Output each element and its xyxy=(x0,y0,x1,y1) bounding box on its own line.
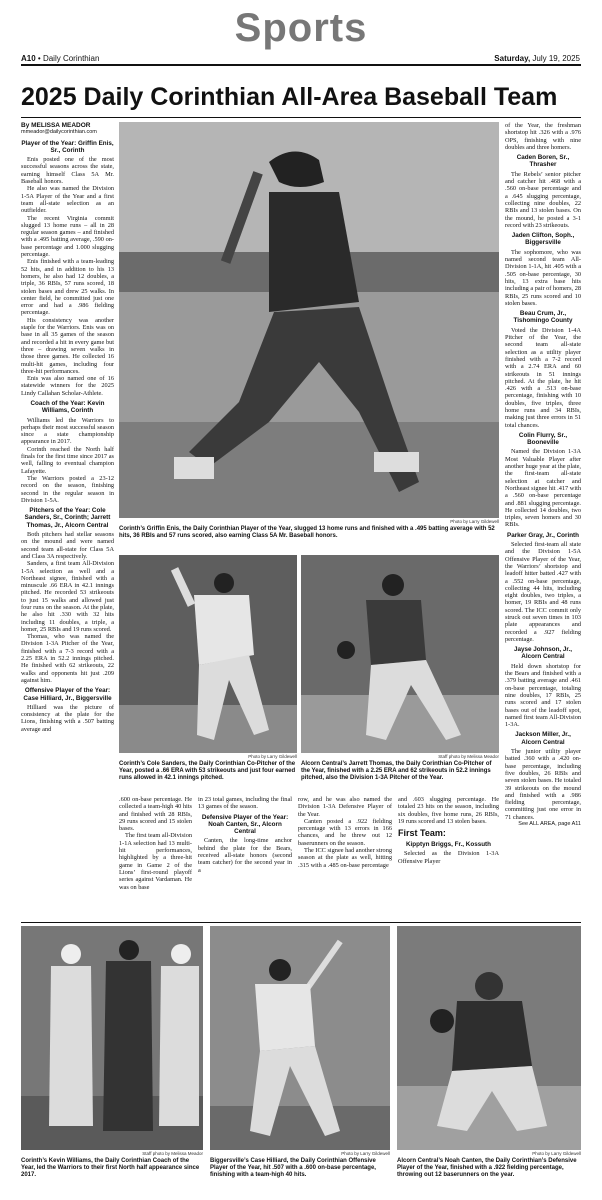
paragraph: .600 on-base percentage. He collected a team-high 40 hits and finished with 28 RBIs, 29 runs scored and 15 stolen bases. xyxy=(119,796,192,833)
paragraph: He also was named the Division 1-5A Player of the Year and a first team all-state selection as an outfielder. xyxy=(21,185,114,215)
first-team-heading: First Team: xyxy=(398,828,446,839)
paragraph: and .603 slugging percentage. He totaled 23 hits on the season, including six doubles, five home runs, 26 RBIs, 19 runs scored and 13 stolen bases. xyxy=(398,796,499,825)
photo-row-rule xyxy=(21,922,581,923)
subhead-beau-crum: Beau Crum, Jr., Tishomingo County xyxy=(513,310,573,325)
folio xyxy=(21,54,99,63)
subhead-caden-boren: Caden Boren, Sr., Thrasher xyxy=(516,154,570,169)
photo-caption: Biggersville’s Case Hilliard, the Daily Corinthian Offensive Player of the Year, hit .507 with a .600 on-base percentage, finishing with a team-high 40 hits. xyxy=(210,1158,376,1178)
photo-credit: Staff photo by Melissa Meador xyxy=(142,1151,203,1156)
photo-cole-sanders xyxy=(119,555,297,753)
paragraph: Both pitchers had stellar seasons on the mound and were named second team all-state for Class 5A and Class 3A respectively. xyxy=(21,531,114,560)
story-column-6 xyxy=(505,122,581,920)
page-number: A10 xyxy=(21,54,36,63)
paragraph: The Rebels’ senior pitcher and catcher hit .468 with a .560 on-base percentage and a .645 slugging percentage, collecting nine doubles, 22 RBIs and 13 stolen bases. On the mound, he posted a 3-1 record with 23 strikeouts. xyxy=(505,170,581,229)
paragraph: The Warriors posted a 23-12 record on the season, finishing second in the regular season in Division 1-5A. xyxy=(21,474,114,504)
photo-caption: Corinth’s Cole Sanders, the Daily Corinthian Co-Pitcher of the Year, posted a .66 ERA with 53 strikeouts and just four earned runs allowed in 42.1 innings pitched. xyxy=(119,761,296,781)
paragraph: Corinth reached the North half finals for the first time since 2017 as well, falling to eventual champion Lafayette. xyxy=(21,445,114,475)
photo-caption: Corinth’s Kevin Williams, the Daily Corinthian Coach of the Year, led the Warriors to their first North half appearance since 2017. xyxy=(21,1158,200,1178)
photo-caption: Alcorn Central’s Jarrett Thomas, the Daily Corinthian Co-Pitcher of the Year, finished with a 2.25 ERA and 62 strikeouts in 52.2 innings pitched, also the Division 1-3A Pitcher of the Year. xyxy=(301,761,492,781)
pitcher-illustration xyxy=(119,555,297,753)
paragraph: Enis was also named one of 16 statewide winners for the 2025 Lindy Callahan Scholar-Athlete. xyxy=(21,375,114,397)
paragraph: Enis finished with a team-leading 52 hits, and in addition to his 13 homers, he also had 12 doubles, a triple, 36 RBIs, 57 runs scored, 18 stolen bases and drew 25 walks. In center field, he committed just one error and had a .986 fielding percentage. xyxy=(21,258,114,317)
section-title: Sports xyxy=(234,6,368,50)
subhead-player-of-year: Player of the Year: Griffin Enis, Sr., Corinth xyxy=(21,139,114,154)
story-column-4 xyxy=(298,796,392,916)
pitcher-illustration xyxy=(301,555,499,753)
paragraph: Canten, the long-time anchor behind the plate for the Bears, received all-state honors (second team catcher) for the second year in a xyxy=(198,837,292,874)
masthead xyxy=(0,4,602,64)
photo-griffin-enis xyxy=(119,122,499,518)
paragraph: The ICC signee had another strong season at the plate as well, hitting .315 with a .485 on-base percentage xyxy=(298,847,392,869)
story-column-3 xyxy=(198,796,292,916)
paragraph: Selected as the Division 1-3A Offensive Player xyxy=(398,850,499,865)
subhead-pitchers-of-year: Pitchers of the Year: Cole Sanders, Sr., Corinth; Jarrett Thomas, Jr., Alcorn Central xyxy=(24,507,111,529)
subhead-coach-of-year: Coach of the Year: Kevin Williams, Corinth xyxy=(30,399,105,415)
subhead-colin-flurry: Colin Flurry, Sr., Booneville xyxy=(518,431,568,447)
headline-rule xyxy=(21,117,581,118)
date-rest: July 19, 2025 xyxy=(532,54,580,63)
subhead-defensive-player: Defensive Player of the Year: Noah Canten, Sr., Alcorn Central xyxy=(201,813,289,836)
photo-credit: Staff photo by Melissa Meador xyxy=(438,754,499,759)
paragraph: The sophomore, who was named second team All-Division 1-1A, hit .405 with a .505 on-base percentage, 30 hits, 13 extra base hits including a pair of homers, 28 RBIs, 25 runs scored and 10 stolen bases. xyxy=(505,248,581,307)
paragraph: Thomas, who was named the Division 1-3A Pitcher of the Year, finished with a 7-3 record with a 2.25 ERA in 52.2 innings pitched. He finished with 62 strikeouts, 22 walks and opponents hit just .209 against him. xyxy=(21,633,114,684)
paragraph: The first team all-Division 1-1A selection had 13 multi-hit performances, highlighted by a three-hit game in Game 2 of the Lions’ first-round playoff series against Vardaman. He was on base xyxy=(119,832,192,891)
paragraph: His consistency was another staple for the Warriors. Enis was on base in all 35 games of the season and recorded a hit in every game but three – drawing seven walks in those three games. He collected 16 multi-hit games, including four three-hit performances. xyxy=(21,316,114,375)
paragraph: Voted the Division 1-4A Pitcher of the Year, the second team all-state selection as a utility player finished with a 7-2 record with a 2.74 ERA and 60 strikeouts in 51 innings pitched. At the plate, he hit .426 with a .513 on-base percentage, finishing with 10 doubles, five triples, three home runs and 34 RBIs, making just three errors in 51 total chances. xyxy=(505,326,581,429)
paper-name: • Daily Corinthian xyxy=(37,54,100,63)
photo-kevin-williams xyxy=(21,926,203,1150)
paragraph: Sanders, a first team All-Division 1-5A selection as well and a Northeast signee, finished with a minuscule .66 ERA in 42.1 innings pitched. He recorded 53 strikeouts to just 15 walks and allowed just four runs on the season. At the plate, he also hit .330 with 32 hits including 11 doubles, a triple, a homer, 25 RBIs and 19 runs scored. xyxy=(21,560,114,633)
photo-case-hilliard xyxy=(210,926,390,1150)
photo-caption: Corinth’s Griffin Enis, the Daily Corinthian Player of the Year, slugged 13 home runs and finished with a .495 batting average with 52 hits, 36 RBIs and 57 runs scored, also earning Class 5A Mr. Baseball honors. xyxy=(119,526,495,539)
date-day: Saturday, xyxy=(494,54,531,63)
paragraph: The junior utility player batted .360 with a .420 on-base percentage, including five doubles, 26 RBIs and seven stolen bases. He totaled 39 strikeouts on the mound and finished with a .986 fielding percentage, committing just one error in 71 chances. xyxy=(505,748,581,821)
photo-credit: Photo by Larry Gildewell xyxy=(341,1151,390,1156)
photo-credit: Photo by Larry Gildewell xyxy=(532,1151,581,1156)
subhead-kipptyn-briggs: Kipptyn Briggs, Fr., Kossuth xyxy=(405,841,491,849)
headline: 2025 Daily Corinthian All-Area Baseball Team xyxy=(21,83,558,111)
paragraph: row, and he was also named the Division 1-3A Defensive Player of the Year. xyxy=(298,796,392,818)
paragraph: Enis posted one of the most successful seasons across the state, earning himself Class 5A Mr. Baseball honors. xyxy=(21,156,114,186)
batter-illustration xyxy=(119,122,499,518)
team-illustration xyxy=(21,926,203,1150)
paragraph: Selected first-team all state and the Division 1-5A Offensive Player of the Year, the Warriors’ shortstop and leadoff hitter batted .427 with a .552 on-base percentage, collecting 44 hits, including eight doubles, two triples, a homer, 19 RBIs and 48 runs scored. The ICC commit only struck out seven times in 103 plate appearances and recorded a .927 fielding percentage. xyxy=(505,541,581,643)
catcher-illustration xyxy=(397,926,581,1150)
photo-jarrett-thomas xyxy=(301,555,499,753)
subhead-jackson-miller: Jackson Miller, Jr., Alcorn Central xyxy=(515,731,571,746)
paragraph: Named the Division 1-3A Most Valuable Player after another huge year at the plate, the first-team all-state selection at catcher and Northeast signee hit .417 with a .560 on-base percentage and .881 slugging percentage. He collected 14 doubles, two triples, seven homers and 30 RBIs. xyxy=(505,448,581,529)
issue-date xyxy=(494,54,580,63)
batter-illustration xyxy=(210,926,390,1150)
subhead-offensive-player: Offensive Player of the Year: Case Hilliard, Jr., Biggersville xyxy=(23,687,112,702)
paragraph: in 23 total games, including the final 13 games of the season. xyxy=(198,796,292,811)
paragraph: Held down shortstop for the Bears and finished with a .379 batting average and .461 on-base percentage, totaling nine doubles, 17 RBIs, 25 runs scored and 17 stolen bases out of the leadoff spot, named first team All-Division 1-3A. xyxy=(505,662,581,729)
photo-caption: Alcorn Central’s Noah Canten, the Daily Corinthian’s Defensive Player of the Year, finished with a .922 fielding percentage, throwing out 12 baserunners on the year. xyxy=(397,1158,577,1178)
byline-email: mmeador@dailycorinthian.com xyxy=(21,129,97,136)
paragraph: Hilliard was the picture of consistency at the plate for the Lions, finishing with a .507 batting average and xyxy=(21,703,114,733)
masthead-rule xyxy=(21,64,581,66)
byline: By MELISSA MEADOR xyxy=(21,122,91,129)
subhead-jaden-clifton: Jaden Clifton, Soph., Biggersville xyxy=(511,232,575,247)
photo-noah-canten xyxy=(397,926,581,1150)
paragraph: of the Year, the freshman shortstop hit .326 with a .976 OPS, finishing with nine doubles and three homers. xyxy=(505,122,581,151)
jump-line: See ALL AREA, page A11 xyxy=(518,821,581,828)
paragraph: Williams led the Warriors to perhaps their most successful season since a state championship appearance in 2017. xyxy=(21,416,114,446)
story-column-2 xyxy=(119,796,192,916)
paragraph: Canten posted a .922 fielding percentage with 13 errors in 166 chances, and he threw out 12 baserunners on the season. xyxy=(298,817,392,847)
paragraph: The recent Virginia commit slugged 13 home runs – all in 28 regular season games – and finished with a .495 batting average, .590 on-base percentage and 1.000 slugging percentage. xyxy=(21,214,114,259)
subhead-jayse-johnson: Jayse Johnson, Jr., Alcorn Central xyxy=(513,646,573,661)
photo-credit: Photo by Larry Gildewell xyxy=(248,754,297,759)
photo-credit: Photo by Larry Gildewell xyxy=(450,519,499,524)
story-column-1 xyxy=(21,122,114,922)
subhead-parker-gray: Parker Gray, Jr., Corinth xyxy=(507,531,579,539)
story-column-5 xyxy=(398,796,499,916)
